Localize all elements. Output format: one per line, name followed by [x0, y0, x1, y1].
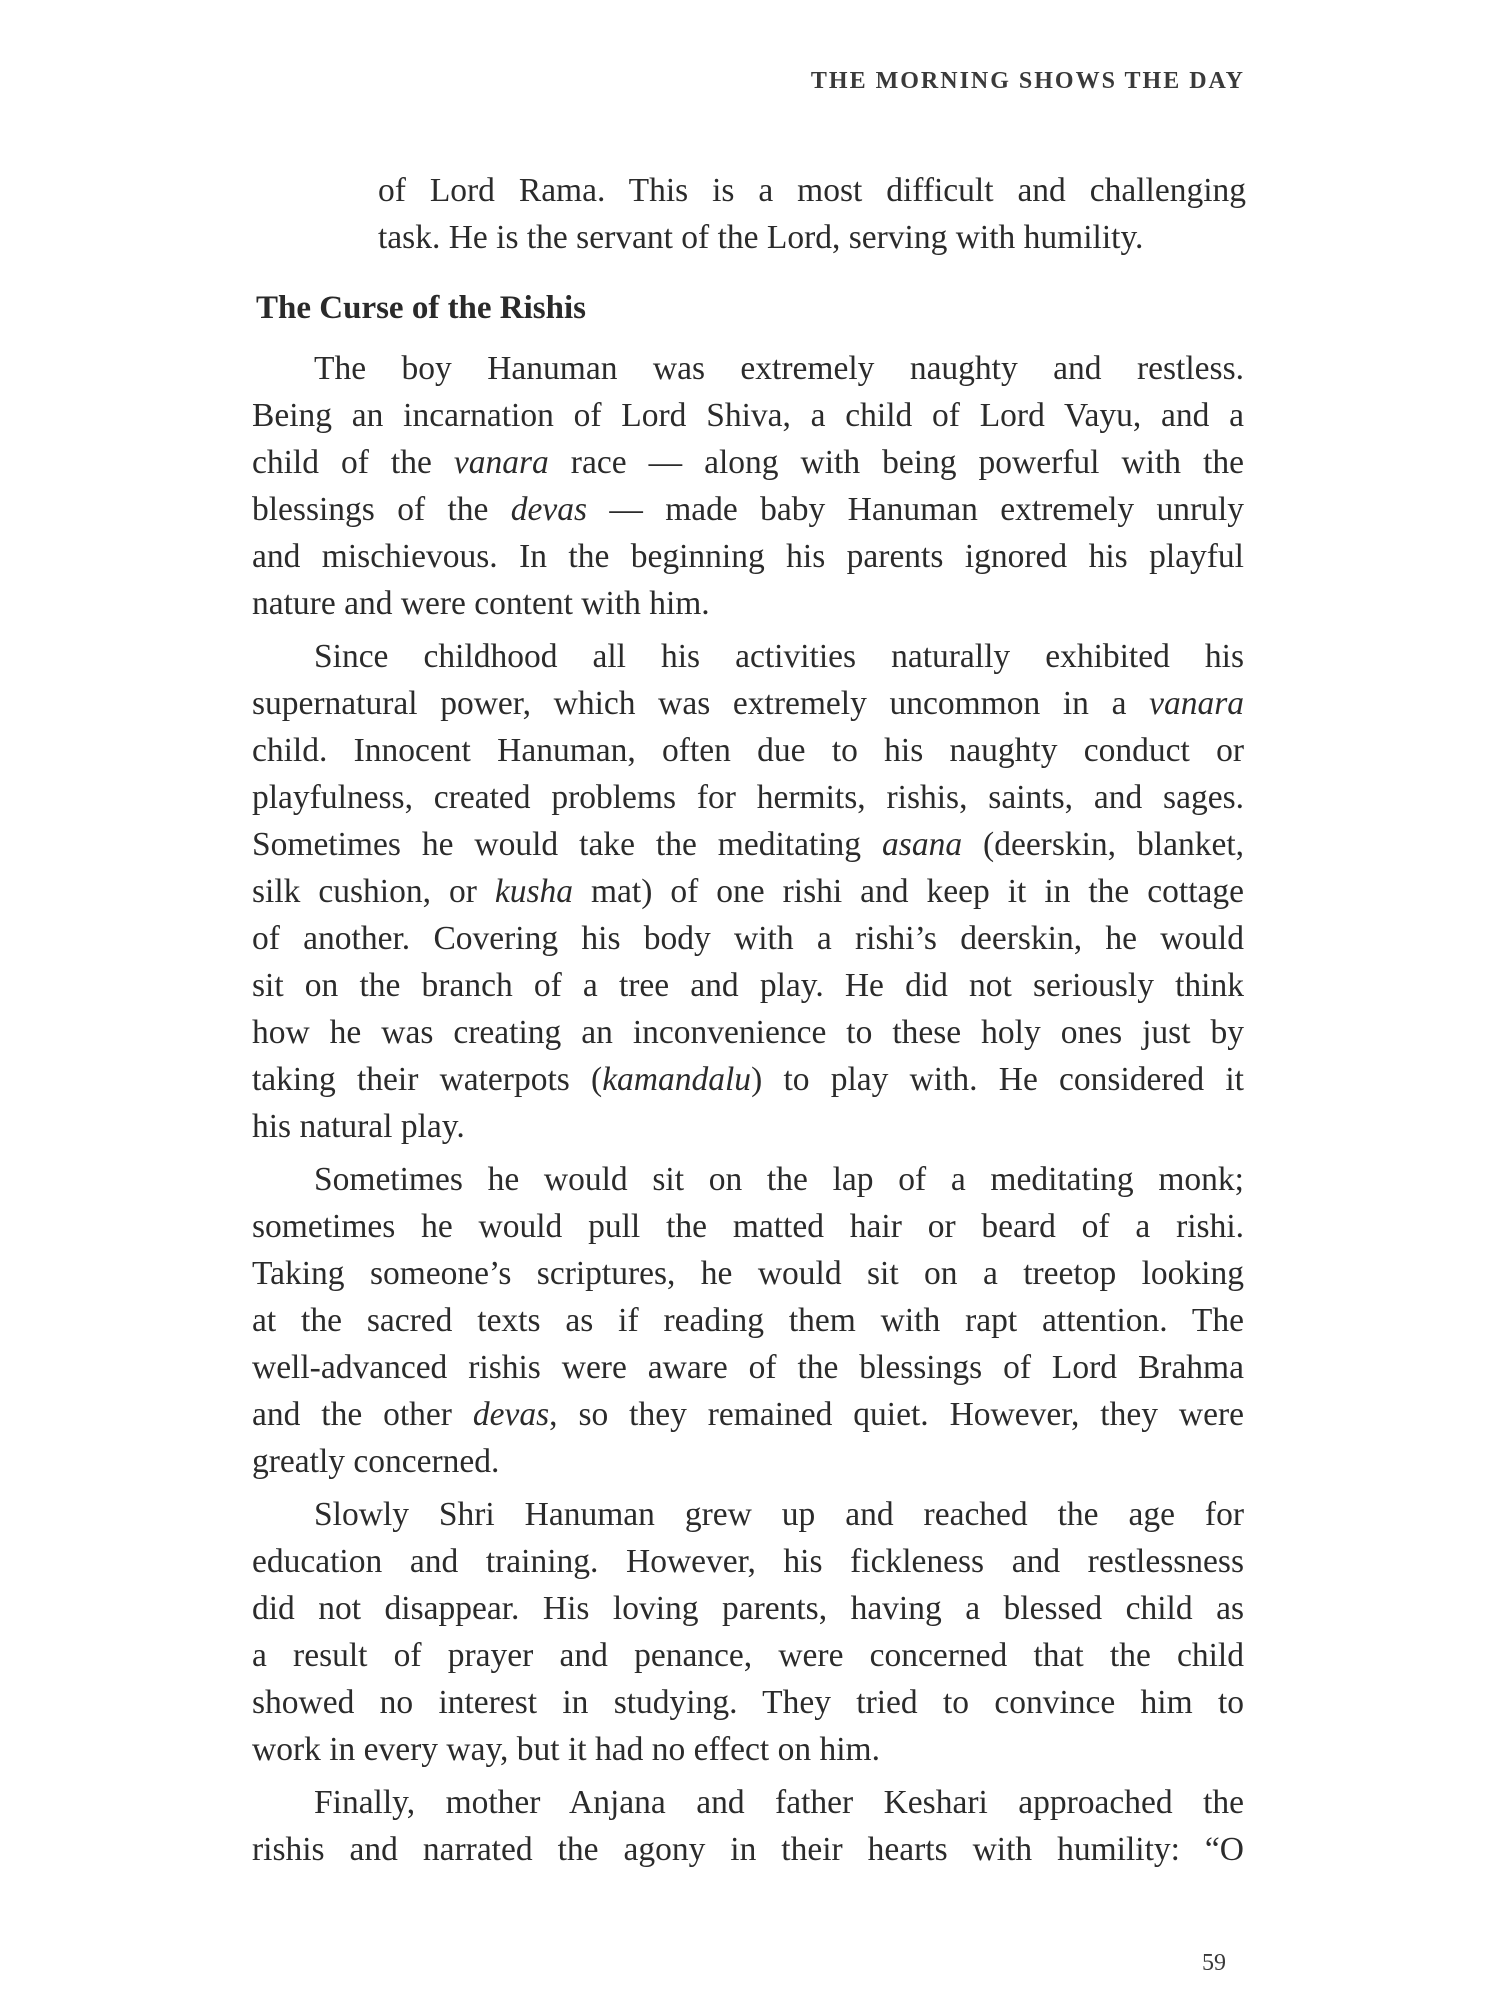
text-line: a result of prayer and penance, were concerned that the child — [252, 1637, 1244, 1674]
text-line: did not disappear. His loving parents, having a blessed child as — [252, 1590, 1244, 1627]
text-line: his natural play. — [252, 1108, 465, 1145]
text-line: supernatural power, which was extremely uncommon in a vanara — [252, 685, 1244, 722]
italic-term: vanara — [453, 444, 549, 481]
page-number: 59 — [1202, 1950, 1226, 1976]
text-line: of Lord Rama. This is a most difficult and challenging — [378, 172, 1246, 209]
section-heading: The Curse of the Rishis — [256, 290, 587, 326]
text-line: child of the vanara race — along with being powerful with the — [252, 444, 1244, 481]
paragraph — [252, 1779, 1244, 1873]
text-line: of another. Covering his body with a rishi’s deerskin, he would — [252, 920, 1244, 957]
italic-term: vanara — [1149, 685, 1244, 722]
text-line: The boy Hanuman was extremely naughty and restless. — [314, 350, 1244, 387]
text-line: Taking someone’s scriptures, he would sit on a treetop looking — [252, 1255, 1244, 1292]
text-line: Finally, mother Anjana and father Keshari approached the — [314, 1784, 1244, 1821]
text-line: Sometimes he would take the meditating asana (deerskin, blanket, — [252, 826, 1244, 863]
text-line: rishis and narrated the agony in their hearts with humility: “O — [252, 1831, 1244, 1868]
italic-term: devas — [510, 491, 588, 528]
text-line: work in every way, but it had no effect on him. — [252, 1731, 880, 1768]
body-text — [252, 345, 1244, 1873]
paragraph — [252, 633, 1244, 1150]
text-line: Sometimes he would sit on the lap of a meditating monk; — [314, 1161, 1244, 1198]
text-line: showed no interest in studying. They tried to convince him to — [252, 1684, 1244, 1721]
text-line: Since childhood all his activities naturally exhibited his — [314, 638, 1244, 675]
paragraph — [252, 345, 1244, 627]
text-line: playfulness, created problems for hermits, rishis, saints, and sages. — [252, 779, 1244, 816]
italic-term: devas — [472, 1396, 550, 1433]
text-line: and the other devas, so they remained quiet. However, they were — [252, 1396, 1244, 1433]
text-line: task. He is the servant of the Lord, serving with humility. — [378, 219, 1144, 256]
text-line: silk cushion, or kusha mat) of one rishi and keep it in the cottage — [252, 873, 1244, 910]
running-head: THE MORNING SHOWS THE DAY — [810, 68, 1245, 94]
text-line: sit on the branch of a tree and play. He did not seriously think — [252, 967, 1244, 1004]
text-line: education and training. However, his fickleness and restlessness — [252, 1543, 1244, 1580]
text-line: how he was creating an inconvenience to these holy ones just by — [252, 1014, 1244, 1051]
text-line: Being an incarnation of Lord Shiva, a child of Lord Vayu, and a — [252, 397, 1244, 434]
text-line: at the sacred texts as if reading them with rapt attention. The — [252, 1302, 1244, 1339]
text-line: blessings of the devas — made baby Hanuman extremely unruly — [252, 491, 1244, 528]
paragraph — [252, 1491, 1244, 1773]
text-line: sometimes he would pull the matted hair or beard of a rishi. — [252, 1208, 1244, 1245]
text-line: child. Innocent Hanuman, often due to his naughty conduct or — [252, 732, 1244, 769]
italic-term: asana — [882, 826, 963, 863]
text-line: and mischievous. In the beginning his parents ignored his playful — [252, 538, 1244, 575]
italic-term: kusha — [494, 873, 574, 910]
paragraph — [252, 1156, 1244, 1485]
text-line: taking their waterpots (kamandalu) to play with. He considered it — [252, 1061, 1244, 1098]
intro-paragraph — [378, 167, 1246, 261]
text-line: Slowly Shri Hanuman grew up and reached the age for — [314, 1496, 1244, 1533]
text-line: nature and were content with him. — [252, 585, 710, 622]
text-line: well-advanced rishis were aware of the blessings of Lord Brahma — [252, 1349, 1244, 1386]
text-line: greatly concerned. — [252, 1443, 500, 1480]
italic-term: kamandalu — [602, 1061, 752, 1098]
